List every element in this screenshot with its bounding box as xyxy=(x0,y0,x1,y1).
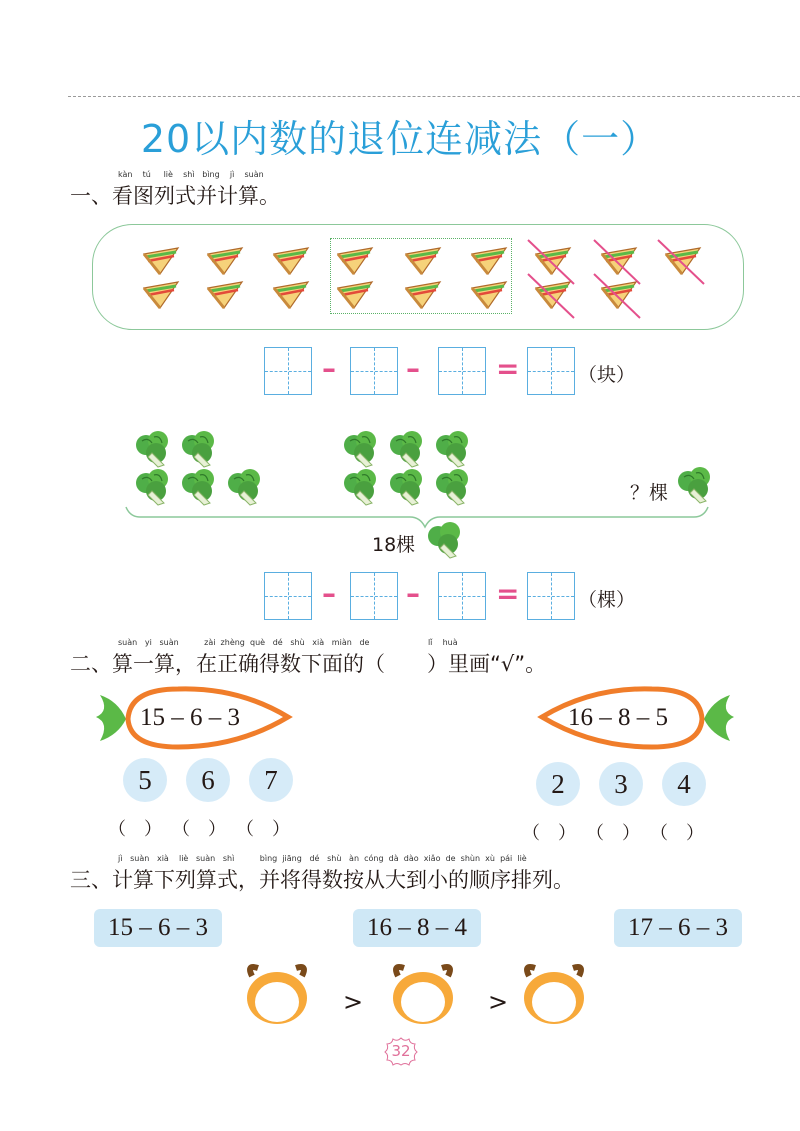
left-option-2: 6 xyxy=(186,758,230,802)
page-title: 20以内数的退位连减法（一） xyxy=(140,117,660,161)
vegetable-icon xyxy=(182,431,214,467)
left-answer-paren-3[interactable]: （ ） xyxy=(236,819,290,840)
minus-sign-2a: – xyxy=(322,577,336,610)
vegetable-icon xyxy=(390,469,422,505)
right-answer-paren-1[interactable]: （ ） xyxy=(522,823,576,844)
answer-box-1c[interactable] xyxy=(438,347,486,395)
answer-box-1d[interactable] xyxy=(527,347,575,395)
equals-sign-1: = xyxy=(496,352,520,385)
pinyin-line-2: suàn yi suàn zài zhèng què dé shù xià miàn de lǐ huà xyxy=(118,638,458,647)
page-number: 32 xyxy=(391,1042,411,1060)
answer-box-2d[interactable] xyxy=(527,572,575,620)
sandwich-icon xyxy=(274,282,308,308)
answer-box-2a[interactable] xyxy=(264,572,312,620)
top-dashed-rule xyxy=(68,96,800,97)
unit-label-1: （块） xyxy=(578,364,636,386)
expression-box-3: 17 – 6 – 3 xyxy=(614,909,742,947)
right-option-2: 3 xyxy=(599,762,643,806)
cross-out-mark xyxy=(528,240,574,284)
expression-box-2: 16 – 8 – 4 xyxy=(353,909,481,947)
vegetable-icon xyxy=(228,469,260,505)
section3-heading: 三、计算下列算式，并将得数按从大到小的顺序排列。 xyxy=(70,868,574,892)
vegetable-icon xyxy=(344,431,376,467)
vegetable-icon xyxy=(136,469,168,505)
answer-box-2b[interactable] xyxy=(350,572,398,620)
cross-out-mark xyxy=(594,274,640,318)
answer-frame-2[interactable] xyxy=(388,962,458,1028)
left-answer-paren-2[interactable]: （ ） xyxy=(172,819,226,840)
vegetable-icon xyxy=(136,431,168,467)
sandwich-icon xyxy=(472,248,506,274)
sandwich-illustration xyxy=(92,224,744,330)
greater-than-2: > xyxy=(488,988,509,1016)
right-answer-paren-3[interactable]: （ ） xyxy=(650,823,704,844)
answer-frame-1[interactable] xyxy=(242,962,312,1028)
equals-sign-2: = xyxy=(496,577,520,610)
vegetable-icon xyxy=(390,431,422,467)
cross-out-mark xyxy=(594,240,640,284)
right-option-3: 4 xyxy=(662,762,706,806)
minus-sign-2b: – xyxy=(406,577,420,610)
answer-box-1b[interactable] xyxy=(350,347,398,395)
minus-sign-1b: – xyxy=(406,352,420,385)
answer-box-2c[interactable] xyxy=(438,572,486,620)
sandwich-icon xyxy=(144,248,178,274)
sandwich-icon xyxy=(406,248,440,274)
vegetable-icon xyxy=(344,469,376,505)
greater-than-1: > xyxy=(343,988,364,1016)
sandwich-icon xyxy=(338,248,372,274)
answer-box-1a[interactable] xyxy=(264,347,312,395)
sandwich-icon xyxy=(208,282,242,308)
sandwich-icon xyxy=(208,248,242,274)
pinyin-line-1: kàn tú liè shì bìng jì suàn xyxy=(118,170,264,179)
answer-frame-3[interactable] xyxy=(519,962,589,1028)
cross-out-mark xyxy=(528,274,574,318)
vegetable-icon xyxy=(182,469,214,505)
unit-label-2: （棵） xyxy=(578,589,636,611)
left-option-1: 5 xyxy=(123,758,167,802)
expression-box-1: 15 – 6 – 3 xyxy=(94,909,222,947)
sandwich-icon xyxy=(472,282,506,308)
left-answer-paren-1[interactable]: （ ） xyxy=(108,819,162,840)
sandwich-icon xyxy=(338,282,372,308)
veg-question-label: ？棵 xyxy=(630,482,669,504)
right-carrot-expression: 16 – 8 – 5 xyxy=(568,704,668,731)
left-carrot-expression: 15 – 6 – 3 xyxy=(140,704,240,731)
vegetable-icon xyxy=(436,469,468,505)
sandwich-icon xyxy=(274,248,308,274)
sandwich-icon xyxy=(144,282,178,308)
left-option-3: 7 xyxy=(249,758,293,802)
pinyin-line-3: jì suàn xià liè suàn shì bìng jiāng dé shù àn cóng dà dào xiǎo de shùn xù pái liè xyxy=(118,854,527,863)
cross-out-mark xyxy=(658,240,704,284)
vegetable-icon xyxy=(436,431,468,467)
right-option-1: 2 xyxy=(536,762,580,806)
section1-heading: 一、看图列式并计算。 xyxy=(70,184,280,208)
section2-heading: 二、算一算，在正确得数下面的（ ）里画“√”。 xyxy=(70,652,547,676)
right-answer-paren-2[interactable]: （ ） xyxy=(586,823,640,844)
sandwich-icon xyxy=(406,282,440,308)
total-vegetable-icon xyxy=(426,522,466,562)
minus-sign-1a: – xyxy=(322,352,336,385)
veg-total-label: 18棵 xyxy=(372,534,416,556)
vegetable-icon xyxy=(678,467,710,503)
